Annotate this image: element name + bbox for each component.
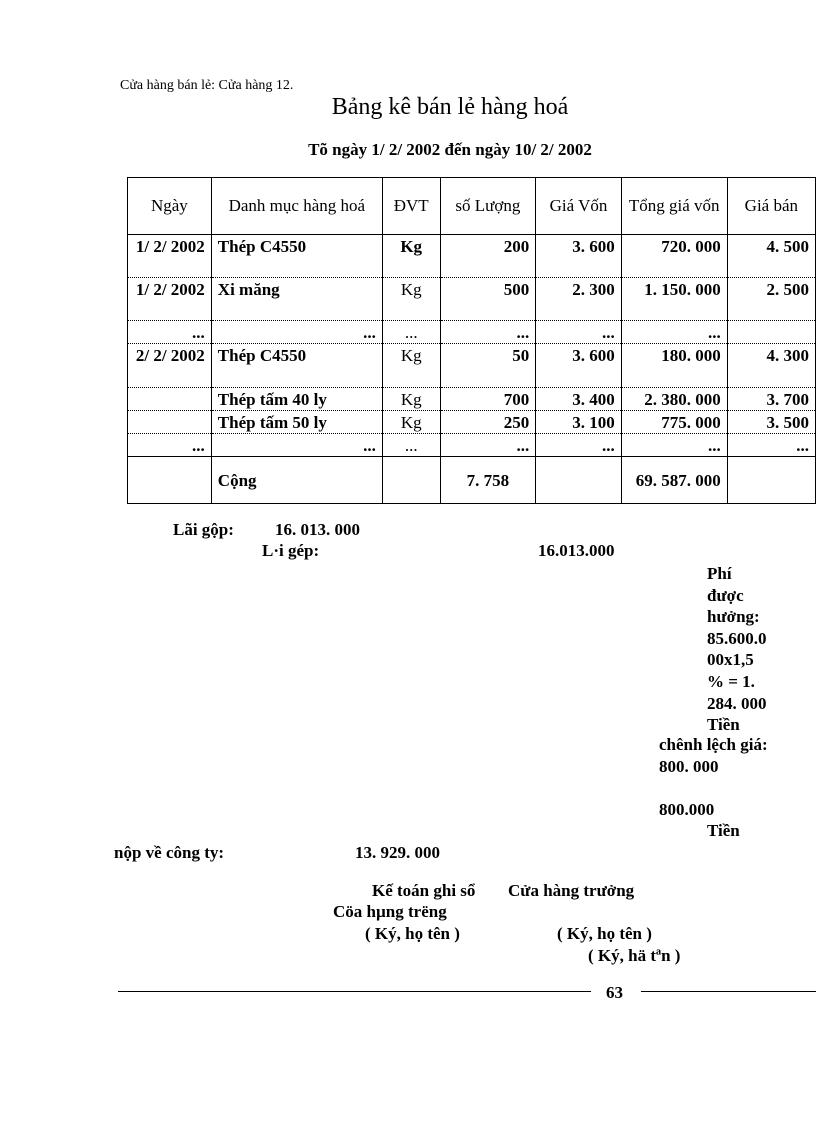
table-cell: 3. 600 <box>536 344 621 388</box>
table-row <box>128 434 816 457</box>
total-empty-cell <box>536 457 621 504</box>
table-cell: ... <box>536 434 621 457</box>
table-cell <box>128 388 212 411</box>
table-cell: Thép tấm 50 ly <box>211 411 382 434</box>
total-quantity: 7. 758 <box>440 457 536 504</box>
total-empty-cell <box>128 457 212 504</box>
column-header: Tổng giá vốn <box>621 178 727 235</box>
table-cell: Thép C4550 <box>211 344 382 388</box>
table-cell: ... <box>440 321 536 344</box>
table-cell: 1/ 2/ 2002 <box>128 278 212 321</box>
gross-profit-value: 16. 013. 000 <box>275 520 360 539</box>
table-cell: 4. 500 <box>727 235 815 278</box>
fee-line: được <box>707 585 744 605</box>
gross-profit-value-2: 16.013.000 <box>538 541 615 560</box>
table-cell: 3. 600 <box>536 235 621 278</box>
fee-line: 284. 000 <box>707 693 767 713</box>
table-cell: ... <box>727 434 815 457</box>
table-cell: ... <box>382 321 440 344</box>
price-diff-label: chênh lệch giá: <box>659 735 768 754</box>
table-cell: Kg <box>382 278 440 321</box>
table-cell: 3. 500 <box>727 411 815 434</box>
table-header-row <box>128 178 816 235</box>
total-total-cost: 69. 587. 000 <box>621 457 727 504</box>
accountant-title: Kế toán ghi sổ <box>372 881 476 900</box>
table-cell: 1/ 2/ 2002 <box>128 235 212 278</box>
date-range-subtitle: Tõ ngày 1/ 2/ 2002 đến ngày 10/ 2/ 2002 <box>308 140 592 159</box>
fee-line: hưởng: <box>707 607 760 627</box>
gross-profit-label-2: L·i gép: <box>262 541 320 560</box>
column-header: Danh mục hàng hoá <box>211 178 382 235</box>
table-cell: Kg <box>382 344 440 388</box>
fee-line: 00x1,5 <box>707 650 754 670</box>
table-row <box>128 278 816 321</box>
column-header: ĐVT <box>382 178 440 235</box>
fee-line: 85.600.0 <box>707 628 767 648</box>
table-cell: 720. 000 <box>621 235 727 278</box>
table-cell: ... <box>128 321 212 344</box>
table-cell: ... <box>440 434 536 457</box>
retail-sales-table <box>127 177 816 504</box>
table-cell: Kg <box>382 411 440 434</box>
total-empty-cell <box>727 457 815 504</box>
table-cell: 250 <box>440 411 536 434</box>
manager-title: Cửa hàng trưởng <box>508 881 635 900</box>
table-cell: 500 <box>440 278 536 321</box>
table-cell: ... <box>621 434 727 457</box>
total-label: Cộng <box>211 457 382 504</box>
table-cell: 2/ 2/ 2002 <box>128 344 212 388</box>
table-cell: Xi măng <box>211 278 382 321</box>
column-header: số Lượng <box>440 178 536 235</box>
table-cell: 50 <box>440 344 536 388</box>
pay-prefix: Tiền <box>707 821 740 840</box>
column-header: Giá bán <box>727 178 815 235</box>
table-row <box>128 411 816 434</box>
table-cell: 3. 700 <box>727 388 815 411</box>
signature-note-3: ( Ký, hä tªn ) <box>588 946 681 965</box>
page-title: Bảng kê bán lẻ hàng hoá <box>331 94 569 120</box>
table-cell: 3. 400 <box>536 388 621 411</box>
table-cell: Thép tấm 40 ly <box>211 388 382 411</box>
pay-value: 13. 929. 000 <box>355 843 440 862</box>
table-row <box>128 235 816 278</box>
price-diff-value: 800. 000 <box>659 757 719 776</box>
table-row <box>128 321 816 344</box>
price-diff-value-2: 800.000 <box>659 800 715 819</box>
footer-rule-left <box>118 991 591 992</box>
fee-line: Tiền <box>707 715 740 735</box>
table-cell: 180. 000 <box>621 344 727 388</box>
footer-rule-right <box>641 991 816 992</box>
table-cell: 1. 150. 000 <box>621 278 727 321</box>
table-cell <box>128 411 212 434</box>
signature-note-2: ( Ký, họ tên ) <box>557 924 652 943</box>
pay-label: nộp về công ty: <box>114 843 225 862</box>
gross-profit-label: Lãi gộp: <box>173 520 234 539</box>
table-cell: Kg <box>382 235 440 278</box>
column-header: Ngày <box>128 178 212 235</box>
table-cell: Thép C4550 <box>211 235 382 278</box>
table-cell: 3. 100 <box>536 411 621 434</box>
table-cell: Kg <box>382 388 440 411</box>
table-cell: ... <box>211 321 382 344</box>
store-line: Cửa hàng bán lẻ: Cửa hàng 12. <box>120 78 294 93</box>
table-cell <box>727 321 815 344</box>
table-cell: ... <box>382 434 440 457</box>
table-cell: ... <box>211 434 382 457</box>
table-cell: ... <box>621 321 727 344</box>
table-cell: ... <box>536 321 621 344</box>
table-row <box>128 388 816 411</box>
column-header: Giá Vốn <box>536 178 621 235</box>
table-cell: 2. 380. 000 <box>621 388 727 411</box>
table-cell: 200 <box>440 235 536 278</box>
table-cell: 4. 300 <box>727 344 815 388</box>
fee-line: Phí <box>707 564 732 583</box>
table-cell: 700 <box>440 388 536 411</box>
table-cell: 2. 300 <box>536 278 621 321</box>
table-row <box>128 344 816 388</box>
fee-line: % = 1. <box>707 672 755 691</box>
table-cell: 775. 000 <box>621 411 727 434</box>
total-row <box>128 457 816 504</box>
signature-note-1: ( Ký, họ tên ) <box>365 924 460 943</box>
table-cell: 2. 500 <box>727 278 815 321</box>
total-empty-cell <box>382 457 440 504</box>
page-number: 63 <box>606 983 623 1002</box>
manager-title-garbled: Cöa hµng trëng <box>333 902 447 921</box>
table-cell: ... <box>128 434 212 457</box>
